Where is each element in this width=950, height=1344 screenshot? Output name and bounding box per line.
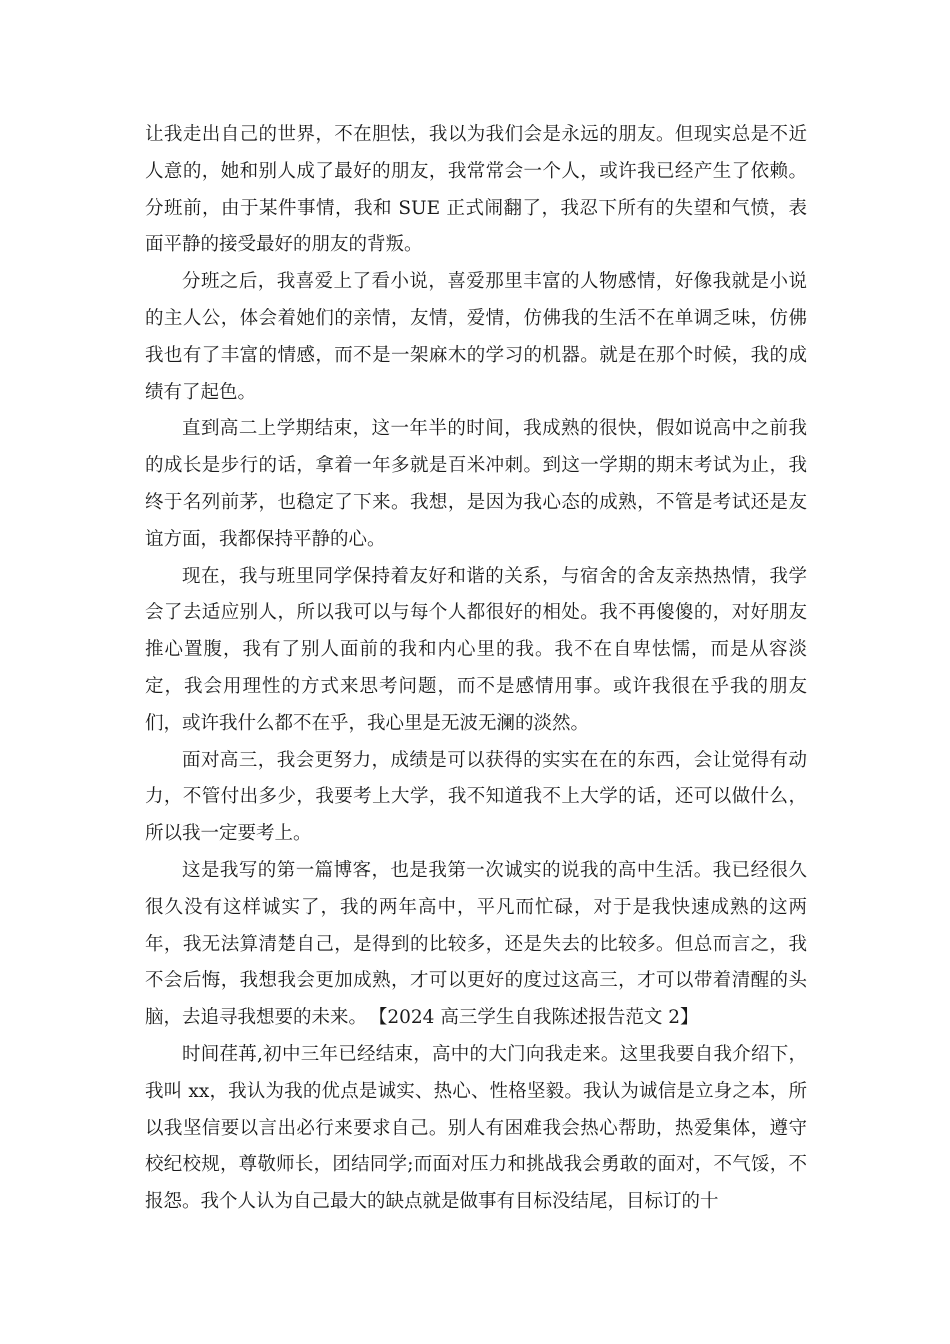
paragraph-2 [145, 264, 807, 411]
paragraph-4-text: 现在，我与班里同学保持着友好和谐的关系，与宿舍的舍友亲热热情，我学会了去适应别人，所以我可以与每个人都很好的相处。我不再傻傻的，对好朋友推心置腹，我有了别人面前的我和内心里的我。我不在自卑怯懦，而是从容淡定，我会用理性的方式来思考问题，而不是感情用事。或许我很在乎我的朋友们，或许我什么都不在乎，我心里是无波无澜的淡然。 [145, 565, 807, 734]
paragraph-1-text: 让我走出自己的世界，不在胆怯，我以为我们会是永远的朋友。但现实总是不近人意的，她和别人成了最好的朋友，我常常会一个人，或许我已经产生了依赖。分班前，由于某件事情，我和 SUE 正式闹翻了，我忍下所有的失望和气愤，表面平静的接受最好的朋友的背叛。 [145, 124, 807, 256]
paragraph-4 [145, 559, 807, 743]
paragraph-3-text: 直到高二上学期结束，这一年半的时间，我成熟的很快，假如说高中之前我的成长是步行的话，拿着一年多就是百米冲刺。到这一学期的期末考试为止，我终于名列前茅，也稳定了下来。我想，是因为我心态的成熟，不管是考试还是友谊方面，我都保持平静的心。 [145, 418, 807, 550]
section-heading-inline: 【2024 高三学生自我陈述报告范文 2】 [378, 1007, 699, 1029]
paragraph-5-text: 面对高三，我会更努力，成绩是可以获得的实实在在的东西，会让觉得有动力，不管付出多少，我要考上大学，我不知道我不上大学的话，还可以做什么，所以我一定要考上。 [145, 749, 807, 845]
paragraph-7-text: 时间荏苒,初中三年已经结束，高中的大门向我走来。这里我要自我介绍下，我叫 xx，我认为我的优点是诚实、热心、性格坚毅。我认为诚信是立身之本，所以我坚信要以言出必行来要求自己。别人有困难我会热心帮助，热爱集体，遵守校纪校规，尊敬师长，团结同学;而面对压力和挑战我会勇敢的面对，不气馁，不报怨。我个人认为自己最大的缺点就是做事有目标没结尾，目标订的十 [145, 1043, 807, 1213]
paragraph-3 [145, 411, 807, 558]
paragraph-5 [145, 743, 807, 853]
paragraph-6 [145, 853, 807, 1037]
paragraph-2-text: 分班之后，我喜爱上了看小说，喜爱那里丰富的人物感情，好像我就是小说的主人公，体会着她们的亲情，友情，爱情，仿佛我的生活不在单调乏味，仿佛我也有了丰富的情感，而不是一架麻木的学习的机器。就是在那个时候，我的成绩有了起色。 [145, 271, 807, 403]
document-page [145, 117, 807, 1221]
paragraph-6-text: 这是我写的第一篇博客，也是我第一次诚实的说我的高中生活。我已经很久很久没有这样诚实了，我的两年高中，平凡而忙碌，对于是我快速成熟的这两年，我无法算清楚自己，是得到的比较多，还是失去的比较多。但总而言之，我不会后悔，我想我会更加成熟，才可以更好的度过这高三，才可以带着清醒的头脑，去追寻我想要的未来。 [145, 859, 807, 1029]
paragraph-1 [145, 117, 807, 264]
paragraph-7 [145, 1037, 807, 1221]
